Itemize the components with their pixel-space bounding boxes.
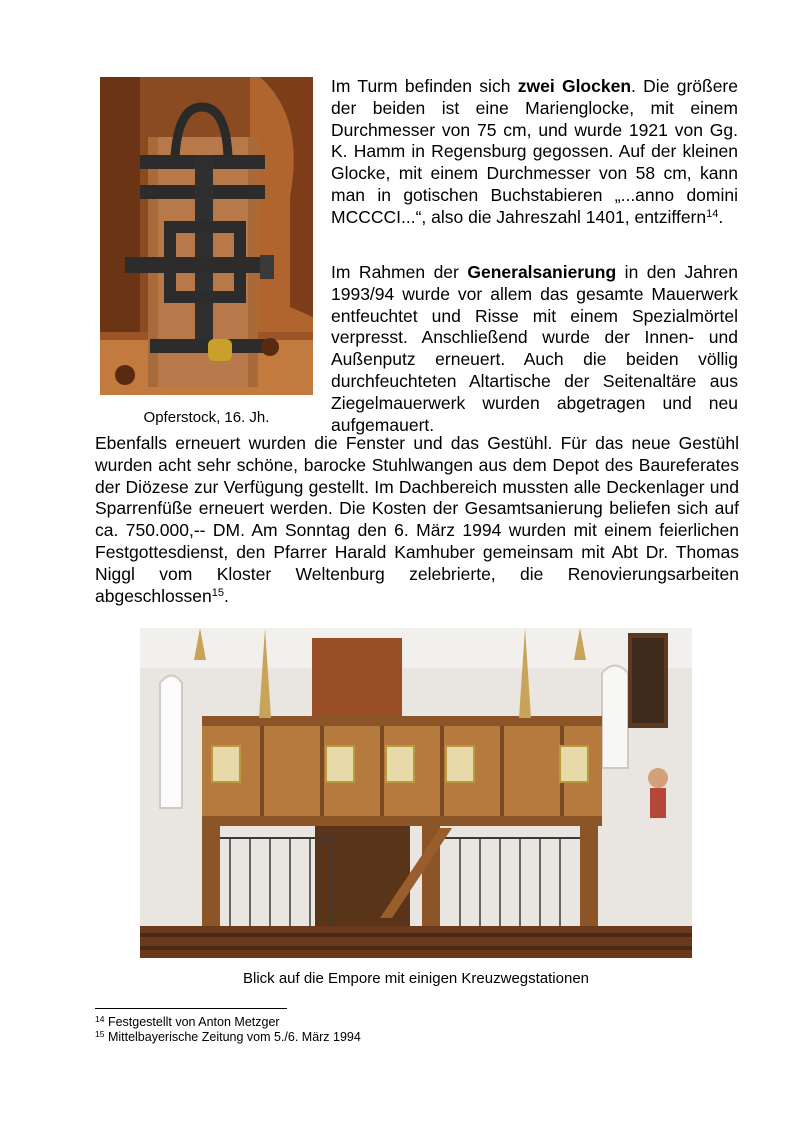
empore-photo xyxy=(140,628,692,958)
bold-term: zwei Glocken xyxy=(517,76,632,96)
figure1-caption: Opferstock, 16. Jh. xyxy=(143,409,270,426)
footnote-15: $^{15}$ Mittelbayerische Zeitung vom 5./6. März 1994 xyxy=(95,1029,361,1044)
footnote-separator xyxy=(95,1008,287,1009)
paragraph-costs: Ebenfalls erneuert wurden die Fenster und das Gestühl. Für das neue Gestühl wurden acht sehr schöne, barocke Stuhlwangen aus dem Depot des Baureferates der Diözese zur Verfügung gestellt. Im Dachbereich mussten alle Deckenlager und Sparrenfüße erneuert werden. Die Kosten der Gesamtsanierung beliefen sich auf ca. 750.000,-- DM. Am Sonntag den 6. März 1994 wurden mit einem feierlichen Festgottesdienst, den Pfarrer Harald Kamhuber gemeinsam mit Abt Dr. Thomas Niggl vom Kloster Weltenburg zelebrierte, die Renovierungsarbeiten abgeschlossen$^{15}$. xyxy=(95,433,739,606)
paragraph-renovation: Im Rahmen der Generalsanierung in den Jahren 1993/94 wurde vor allem das gesamte Mauerwerk entfeuchtet und Risse mit einem Spezialmörtel verpresst. Anschließend wurde der Innen- und Außenputz erneuert. Auch die beiden völlig durchfeuchteten Altartische der Seitenaltäre aus Ziegelmauerwerk wurden abgetragen und neu aufgemauert. xyxy=(331,262,738,435)
bold-term: Generalsanierung xyxy=(467,262,617,282)
footnote-ref[interactable]: 15 xyxy=(211,586,224,599)
paragraph-bells: Im Turm befinden sich zwei Glocken. Die größere der beiden ist eine Marienglocke, mit einem Durchmesser von 75 cm, und wurde 1921 von Gg. K. Hamm in Regensburg gegossen. Auf der kleinen Glocke, mit einem Durchmesser von 58 cm, kann man in gotischen Buchstabieren „...anno domini MCCCCI...“, also die Jahreszahl 1401, entziffern$^{14}$. xyxy=(331,76,738,227)
footnote-ref[interactable]: 14 xyxy=(706,207,719,220)
footnote-14: $^{14}$ Festgestellt von Anton Metzger xyxy=(95,1014,280,1029)
figure2-caption: Blick auf die Empore mit einigen Kreuzwegstationen xyxy=(242,970,590,987)
opferstock-photo xyxy=(100,77,313,395)
